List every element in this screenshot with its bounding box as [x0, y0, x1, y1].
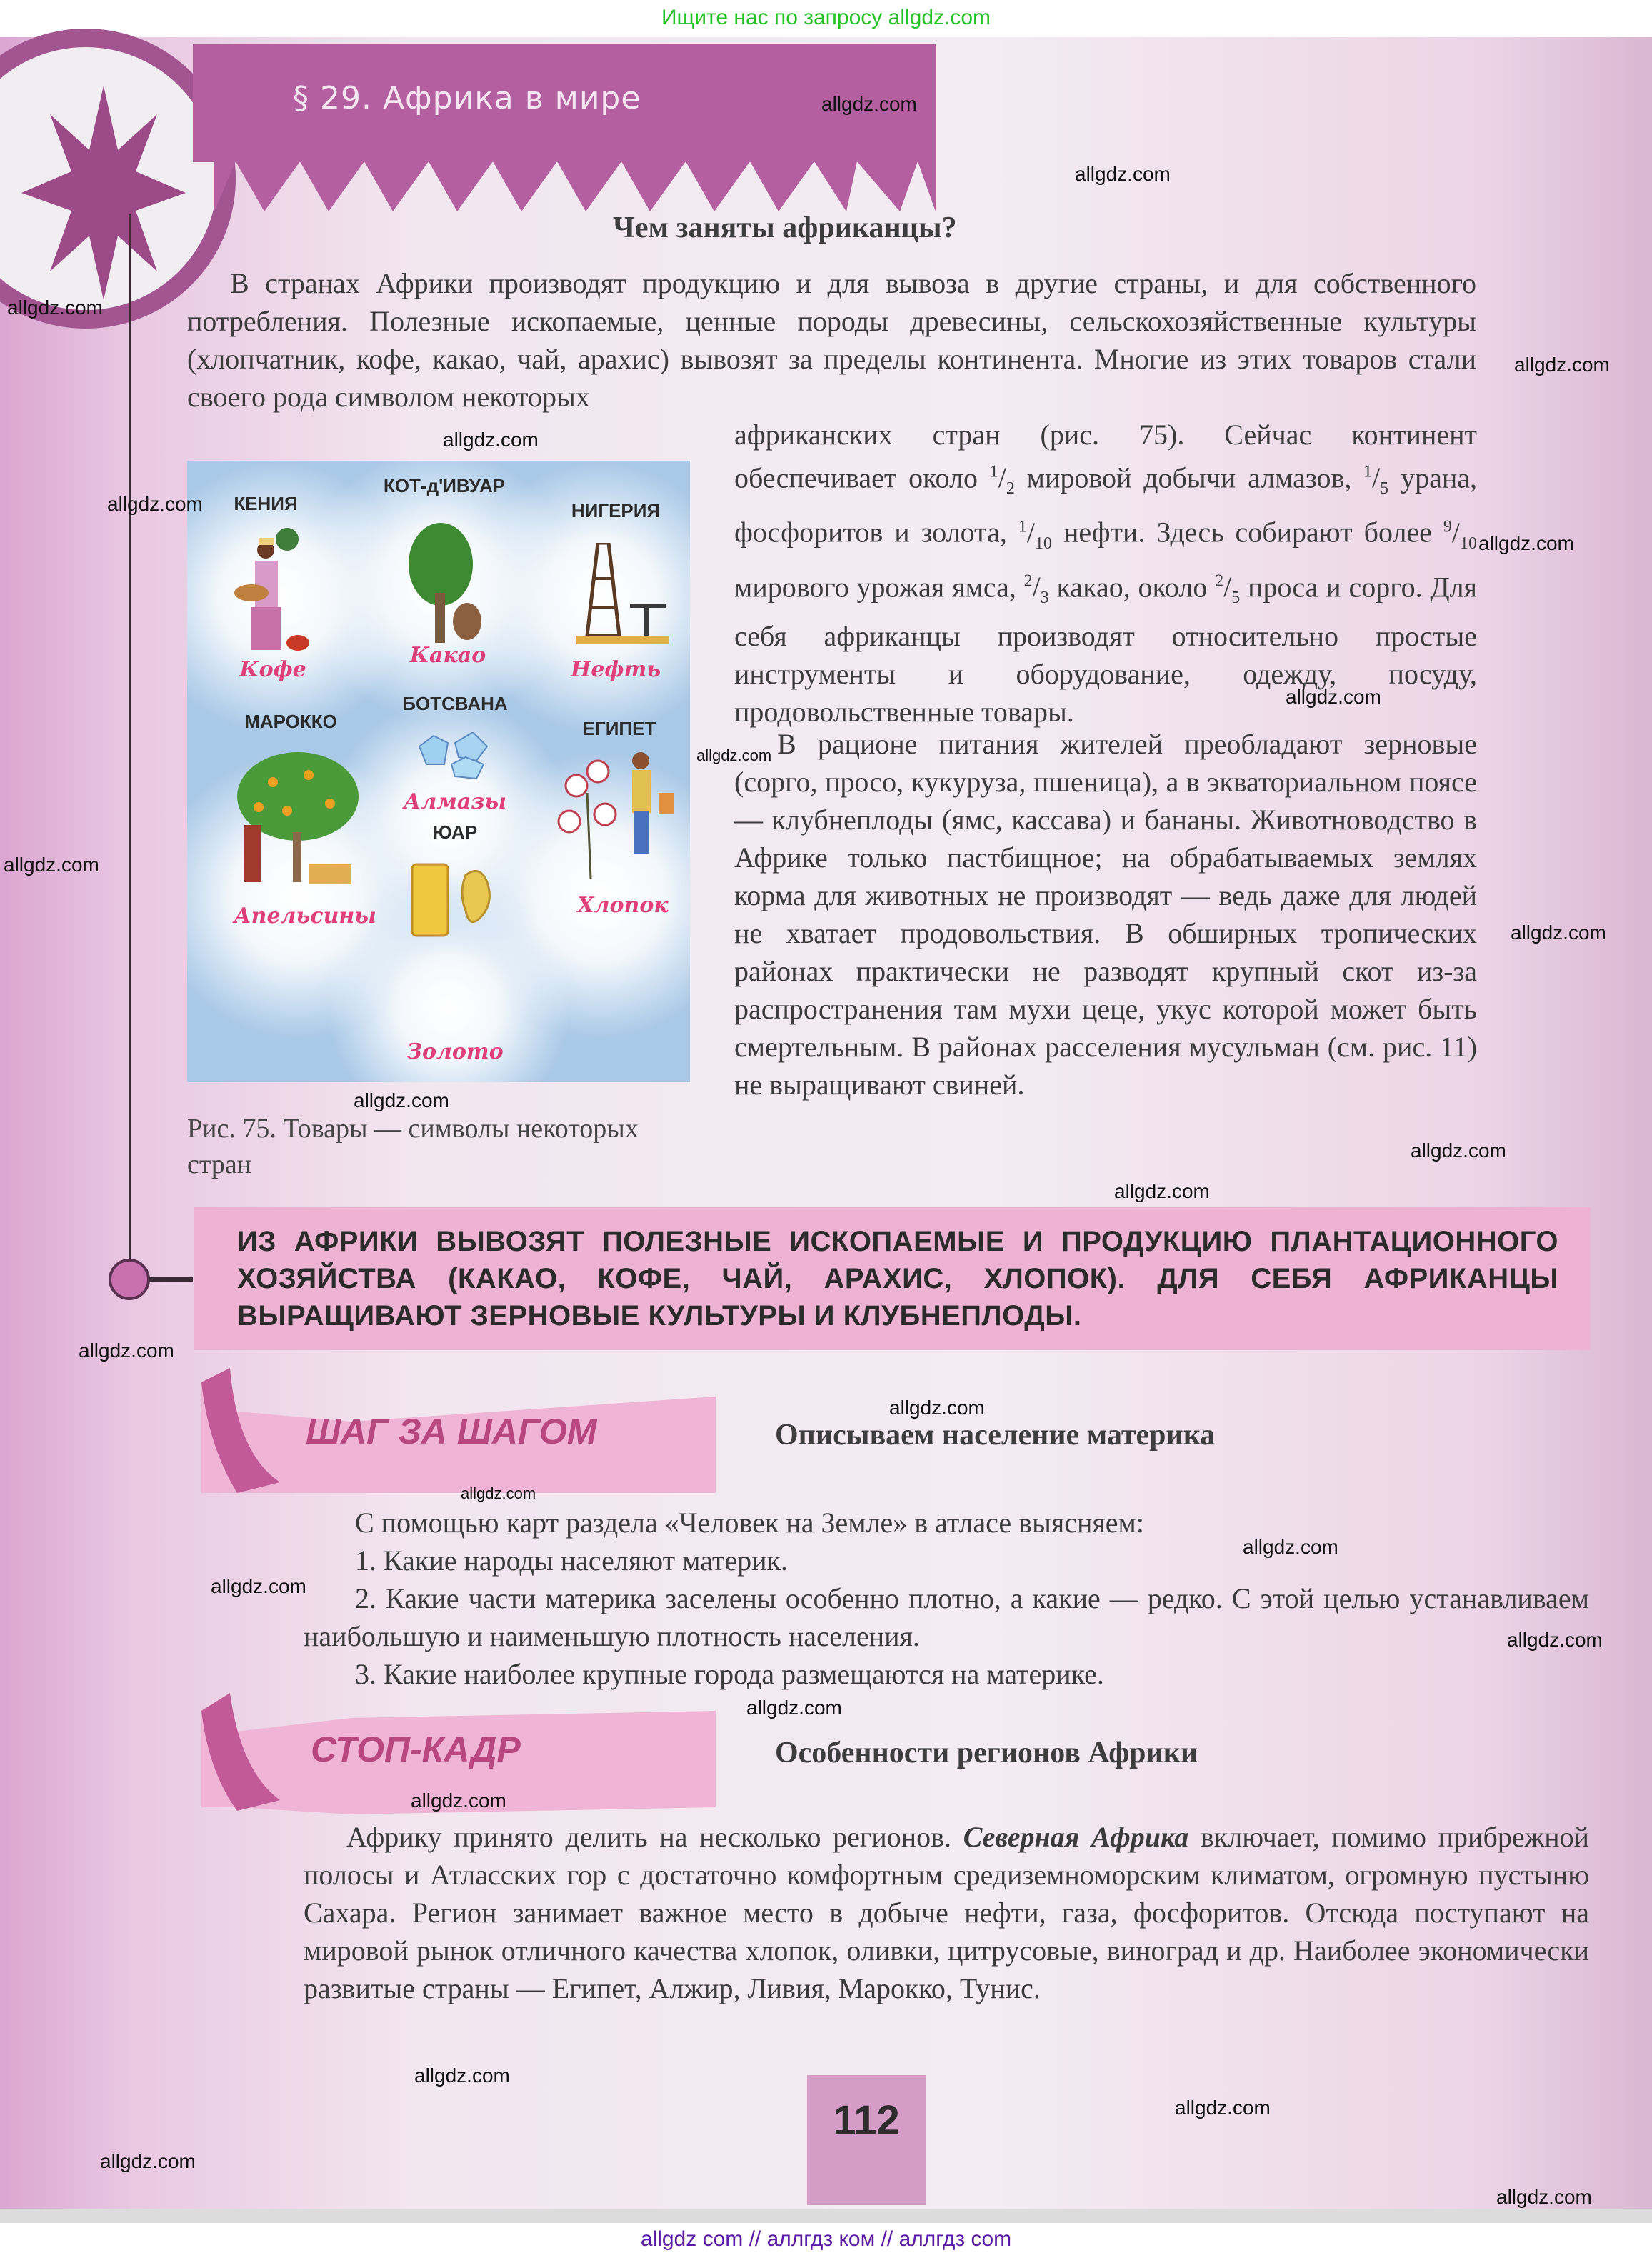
watermark: allgdz.com [746, 1697, 842, 1719]
fraction-fifth: $^1/_5$ [1363, 461, 1389, 499]
watermark: allgdz.com [107, 493, 203, 515]
north-africa-term: Северная Африка [963, 1821, 1189, 1853]
fig-good-diamonds: Алмазы [403, 789, 507, 814]
watermark: allgdz.com [1175, 2097, 1271, 2119]
cotton-picker-icon [555, 750, 676, 886]
bottom-banner-text: allgdz com // аллгдз ком // аллгдз com [640, 2227, 1012, 2251]
fig-country-nigeria: НИГЕРИЯ [571, 500, 661, 521]
fig-good-oranges: Апельсины [234, 904, 376, 929]
watermark: allgdz.com [1514, 354, 1610, 376]
fig-country-cote-divoire: КОТ-д'ИВУАР [383, 475, 506, 496]
step-by-step-title: Описываем население материка [775, 1419, 1216, 1452]
section-title: Чем заняты африканцы? [613, 211, 957, 244]
watermark: allgdz.com [889, 1397, 985, 1419]
fig-good-cocoa: Какао [409, 643, 486, 668]
fraction-tenth: $^1/_{10}$ [1018, 516, 1052, 553]
timeline-line [129, 214, 131, 1272]
page-number: 112 [833, 2097, 900, 2144]
summary-text: ИЗ АФРИКИ ВЫВОЗЯТ ПОЛЕЗНЫЕ ИСКОПАЕМЫЕ И ПРОДУКЦИЮ ПЛАНТАЦИОННОГО ХОЗЯЙСТВА (КАКАО, КОФЕ, ЧАЙ, АРАХИС, ХЛОПОК). ДЛЯ СЕБЯ АФРИКАНЦЫ ВЫРАЩИВАЮТ ЗЕРНОВЫЕ КУЛЬТУРЫ И КЛУБНЕПЛОДЫ. [237, 1226, 1558, 1332]
section-header-title: § 29. Африка в мире [293, 80, 641, 116]
fig-good-cotton: Хлопок [577, 893, 669, 918]
fig-country-morocco: МАРОККО [244, 711, 337, 732]
fig-country-south-africa: ЮАР [432, 821, 478, 843]
fig-country-kenya: КЕНИЯ [234, 493, 298, 514]
cocoa-tree-icon [401, 521, 494, 650]
step-by-step-label: ШАГ ЗА ШАГОМ [306, 1412, 597, 1452]
watermark: allgdz.com [821, 93, 917, 115]
stop-frame-paragraph: Африку принято делить на несколько регионов. Северная Африка включает, помимо прибрежной полосы и Атласских гор с достаточно комфортным средиземноморским климатом, огромную пустыню Сахара. Регион занимает важное место в добыче нефти, газа, фосфоритов. Отсюда поступают на мировой рынок отличного качества хлопок, оливки, цитрусовые, виноград и др. Наиболее экономически развитые страны — Египет, Алжир, Ливия, Марокко, Тунис. [304, 1821, 1590, 2004]
timeline-bullet-stem [149, 1277, 193, 1282]
fig-country-botswana: БОТСВАНА [402, 693, 508, 714]
bottom-banner [0, 2223, 1652, 2258]
oil-derrick-icon [573, 543, 673, 650]
timeline-bullet [109, 1259, 150, 1300]
fraction-nine-tenths: $^9/_{10}$ [1443, 516, 1478, 553]
watermark: allgdz.com [1507, 1629, 1603, 1651]
paragraph-statistics: африканских стран (рис. 75). Сейчас континент обеспечивает около $^1/_2$ мировой добычи алмазов, $^1/_5$ урана, фосфоритов и золота, $^1/_{10}$ нефти. Здесь собирают более $^9/_{10}$ мирового урожая ямса, $^2/_3$ какао, около $^2/_5$ проса и сорго. Для себя африканцы производят относительно простые инструменты и оборудование, одежду, посуду, продовольственные товары. [734, 419, 1478, 728]
paragraph-diet: В рационе питания жителей преобладают зерновые (сорго, просо, кукуруза, пшеница), а в экваториальном поясе — клубнеплоды (ямс, кассава) и бананы. Животноводство в Африке только пастбищное; на обрабатываемых землях корма для животных не производят — ведь даже для людей не хватает продовольствия. В обширных тропических районах практически не разводят крупный скот из-за распространения там мухи цеце, укус которой может быть смертельным. В районах расселения мусульман (см. рис. 11) не выращивают свиней. [734, 728, 1477, 1101]
fig-good-coffee: Кофе [239, 657, 306, 682]
watermark: allgdz.com [696, 746, 772, 764]
gold-bar-icon [409, 861, 501, 939]
step-by-step-intro: С помощью карт раздела «Человек на Земле» в атласе выясняем: [355, 1507, 1144, 1539]
fraction-half: $^1/_2$ [989, 461, 1015, 499]
watermark: allgdz.com [1075, 163, 1171, 185]
orange-tree-icon [230, 746, 366, 889]
step-item-3: 3. Какие наиболее крупные города размещаются на материке. [355, 1658, 1104, 1690]
stop-frame-title: Особенности регионов Африки [775, 1737, 1198, 1769]
watermark: allgdz.com [411, 1789, 506, 1812]
star-icon [21, 86, 186, 300]
watermark: allgdz.com [443, 429, 539, 451]
watermark: allgdz.com [1411, 1139, 1506, 1162]
fraction-two-fifths: $^2/_5$ [1215, 570, 1241, 607]
coffee-picker-icon [230, 525, 316, 661]
watermark: allgdz.com [7, 296, 103, 319]
watermark: allgdz.com [1496, 2186, 1592, 2208]
fig-country-egypt: ЕГИПЕТ [582, 718, 656, 739]
watermark: allgdz.com [354, 1089, 449, 1111]
fig-good-oil: Нефть [570, 657, 661, 682]
watermark: allgdz.com [414, 2064, 510, 2087]
watermark: allgdz.com [100, 2150, 196, 2172]
page-edge [0, 2209, 1652, 2223]
figure-75-caption: Рис. 75. Товары — символы некоторых стран [187, 1114, 639, 1179]
fraction-two-thirds: $^2/_3$ [1023, 570, 1049, 607]
step-item-2: 2. Какие части материка заселены особенно плотно, а какие — редко. С этой целью устанавливаем наибольшую и наименьшую плотность населения. [304, 1582, 1589, 1652]
figure-75-goods-symbols [187, 461, 690, 1082]
top-banner-text: Ищите нас по запросу allgdz.com [661, 6, 991, 29]
watermark: allgdz.com [461, 1484, 536, 1502]
diamonds-icon [416, 732, 494, 782]
header-zigzag [214, 161, 936, 211]
watermark: allgdz.com [79, 1339, 174, 1362]
watermark: allgdz.com [1286, 686, 1381, 708]
watermark: allgdz.com [1511, 921, 1606, 944]
watermark: allgdz.com [1243, 1536, 1338, 1558]
watermark: allgdz.com [1478, 532, 1574, 554]
paragraph-intro: В странах Африки производят продукцию и для вывоза в другие страны, и для собственного потребления. Полезные ископаемые, ценные породы древесины, сельскохозяйственные культуры (хлопчатник, кофе, какао, чай, арахис) вывозят за пределы континента. Многие из этих товаров стали своего рода символом некоторых [187, 267, 1476, 413]
watermark: allgdz.com [4, 854, 99, 876]
top-banner [0, 0, 1652, 37]
watermark: allgdz.com [211, 1575, 306, 1597]
watermark: allgdz.com [1114, 1180, 1210, 1202]
step-item-1: 1. Какие народы населяют материк. [355, 1544, 788, 1577]
fig-good-gold: Золото [406, 1039, 504, 1064]
stop-frame-label: СТОП-КАДР [311, 1729, 521, 1769]
